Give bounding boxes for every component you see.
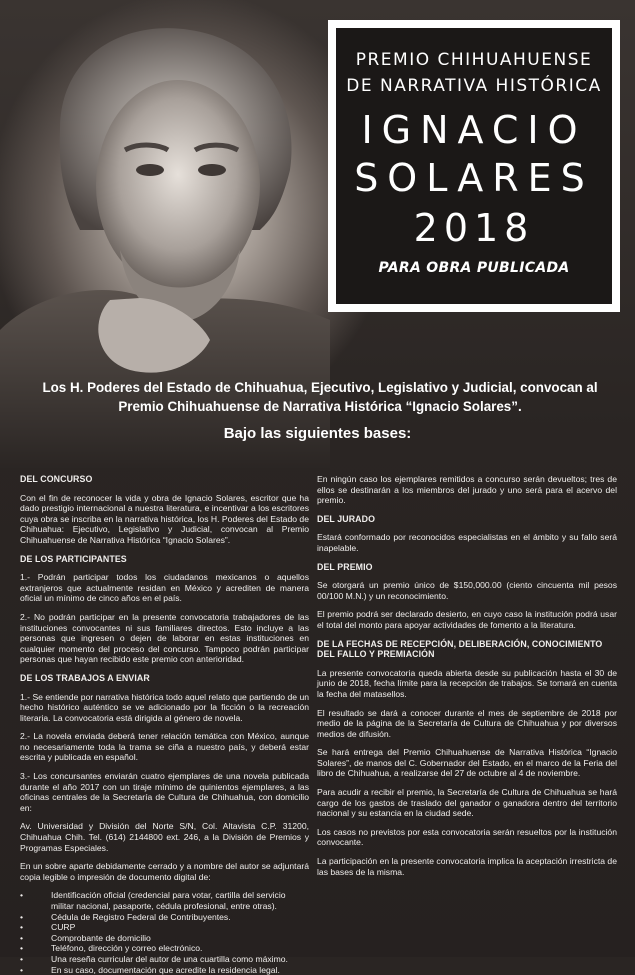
list-item: • Comprobante de domicilio bbox=[20, 932, 151, 943]
paragraph: 1.- Se entiende por narrativa histórica todo aquel relato que partiendo de un hecho histórico auténtico se ve adicionado por la ficción o la recreación literaria. La convocatoria está dirigida al género de novela. bbox=[20, 691, 309, 723]
list-item: • CURP bbox=[20, 922, 76, 933]
right-column bbox=[317, 474, 617, 885]
paragraph: El premio podrá ser declarado desierto, en cuyo caso la institución podrá usar el total del monto para apoyar actividades de fomento a la literatura. bbox=[317, 609, 617, 630]
address-paragraph: Av. Universidad y División del Norte S/N, Col. Altavista C.P. 31200, Chihuahua Chih. Tel. (614) 2144800 ext. 246, a la División de Premios y Programas Especiales. bbox=[20, 821, 309, 853]
prize-amount-paragraph: Se otorgará un premio único de $150,000.00 (ciento cincuenta mil pesos 00/100 M.N.) y un reconocimiento. bbox=[317, 580, 617, 601]
award-category: PARA OBRA PUBLICADA bbox=[378, 260, 570, 276]
paragraph: Con el fin de reconocer la vida y obra de Ignacio Solares, escritor que ha dado prestigio internacional a nuestra literatura, e incentivar a los escritores cuya obra se inscriba en la narrativa histórica, los H. Poderes del Estado de Chihuahua: Ejecutivo, Legislativo y Judicial, convocan al Premio Chihuahuense de Narrativa Histórica “Ignacio Solares”. bbox=[20, 492, 309, 545]
section-title-concurso: DEL CONCURSO bbox=[20, 474, 93, 484]
paragraph: El resultado se dará a conocer durante el mes de septiembre de 2018 por medio de la página de la Secretaría de Cultura de Chihuahua y por diversos medios de difusión. bbox=[317, 707, 617, 739]
convocation-line2: Premio Chihuahuense de Narrativa Histórica “Ignacio Solares”. bbox=[118, 399, 522, 414]
paragraph: 2.- La novela enviada deberá tener relación temática con México, aunque no necesariamente toda la trama se ciña a nuestro país, y deberá estar escrita y publicada en español. bbox=[20, 731, 309, 763]
paragraph: En un sobre aparte debidamente cerrado y a nombre del autor se adjuntará copia legible o impresión de documento digital de: bbox=[20, 861, 309, 882]
title-box-inner bbox=[336, 28, 612, 304]
bullet-icon: • bbox=[20, 943, 24, 954]
list-item: • Teléfono, dirección y correo electrónico. bbox=[20, 943, 203, 954]
award-honoree-first: IGNACIO bbox=[361, 108, 587, 152]
convocation-line1: Los H. Poderes del Estado de Chihuahua, Ejecutivo, Legislativo y Judicial, convocan al bbox=[42, 380, 598, 395]
list-item: • Cédula de Registro Federal de Contribuyentes. bbox=[20, 911, 231, 922]
bases-heading: Bajo las siguientes bases: bbox=[223, 425, 412, 442]
paragraph: La participación en la presente convocatoria implica la aceptación irrestricta de las bases de la misma. bbox=[317, 856, 617, 877]
section-title-premio: DEL PREMIO bbox=[317, 561, 373, 572]
paragraph: Para acudir a recibir el premio, la Secretaría de Cultura de Chihuahua se hará cargo de los gastos de traslado del ganador o ganadora dentro del territorio nacional y su estancia en la ciudad sede. bbox=[317, 787, 617, 819]
bullet-icon: • bbox=[20, 890, 24, 901]
paragraph: 3.- Los concursantes enviarán cuatro ejemplares de una novela publicada durante el año 2017 con un tiraje mínimo de quinientos ejemplares, a las oficinas centrales de la Secretaría de Cultura de Chihuahua, con domicilio en: bbox=[20, 771, 309, 813]
paragraph: Estará conformado por reconocidos especialistas en el ámbito y su fallo será inapelable. bbox=[317, 532, 617, 553]
award-name-line2: DE NARRATIVA HISTÓRICA bbox=[346, 76, 602, 96]
paragraph: Se hará entrega del Premio Chihuahuense de Narrativa Histórica “Ignacio Solares”, de manos del C. Gobernador del Estado, en el marco de la Feria del libro de Chihuahua, a realizarse del 27 de octubre al 4 de noviembre. bbox=[317, 747, 617, 779]
list-item: • Una reseña curricular del autor de una cuartilla como máximo. bbox=[20, 953, 288, 964]
convocation-heading bbox=[40, 378, 600, 416]
document-list bbox=[20, 890, 309, 975]
paragraph: 2.- No podrán participar en la presente convocatoria trabajadores de las instituciones convocantes ni sus familiares directos. Esto incluye a las personas que ingresen o dejen de laborar en estas instituciones en cualquier momento del proceso del concurso. Tampoco podrán participar personas que hayan recibido este premio con anterioridad. bbox=[20, 611, 309, 665]
bullet-icon: • bbox=[20, 964, 24, 975]
award-honoree-last: SOLARES bbox=[354, 156, 594, 200]
bullet-icon: • bbox=[20, 911, 24, 922]
paragraph: La presente convocatoria queda abierta desde su publicación hasta el 30 de junio de 2018, fecha límite para la recepción de trabajos. Se tomará en cuenta la fecha del matasellos. bbox=[317, 667, 617, 699]
list-item: • Identificación oficial (credencial para votar, cartilla del servicio militar nacional, pasaporte, cédula profesional, entre otras). bbox=[20, 890, 286, 911]
paragraph: Los casos no previstos por esta convocatoria serán resueltos por la institución convocante. bbox=[317, 826, 617, 848]
title-box bbox=[328, 20, 620, 312]
award-year: 2018 bbox=[413, 206, 535, 250]
section-title-jurado: DEL JURADO bbox=[317, 513, 376, 524]
award-name-line1: PREMIO CHIHUAHUENSE bbox=[355, 50, 593, 70]
section-title-fechas: DE LA FECHAS DE RECEPCIÓN, DELIBERACIÓN, CONOCIMIENTO DEL FALLO Y PREMIACIÓN bbox=[317, 638, 603, 660]
section-title-participantes: DE LOS PARTICIPANTES bbox=[20, 553, 127, 564]
bullet-icon: • bbox=[20, 932, 24, 943]
section-title-trabajos: DE LOS TRABAJOS A ENVIAR bbox=[20, 672, 150, 683]
bullet-icon: • bbox=[20, 922, 24, 933]
paragraph: 1.- Podrán participar todos los ciudadanos mexicanos o aquellos extranjeros que actualmente residan en México y acrediten de manera oficial un mínimo de cinco años en el país. bbox=[20, 572, 309, 604]
bullet-icon: • bbox=[20, 953, 24, 964]
paragraph: En ningún caso los ejemplares remitidos a concurso serán devueltos; tres de ellos se destinarán a los miembros del jurado y uno será para el acervo del premio. bbox=[317, 474, 617, 506]
left-column bbox=[20, 474, 309, 975]
list-item: • En su caso, documentación que acredite la residencia legal. bbox=[20, 964, 280, 975]
